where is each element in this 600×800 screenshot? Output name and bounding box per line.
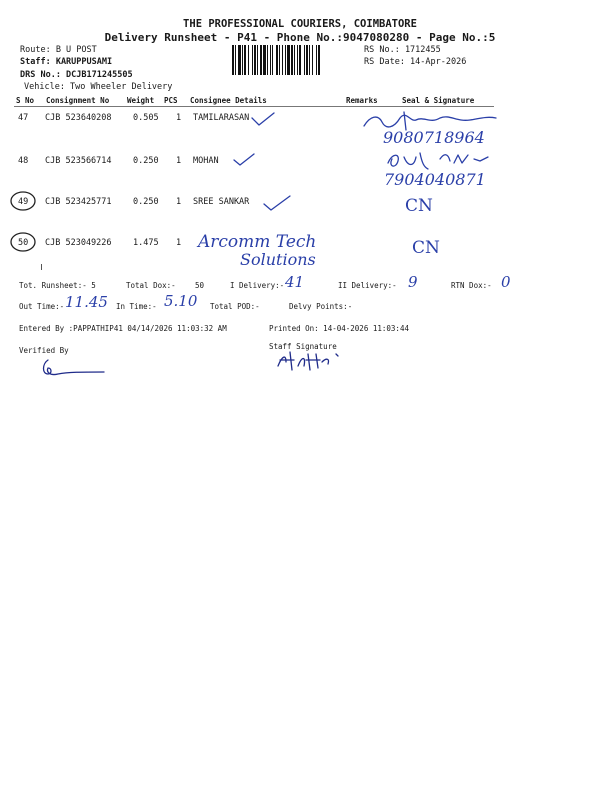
col-consignment: Consignment No [46,96,110,105]
row49-sno: 49 [18,197,29,207]
printed-on: Printed On: 14-04-2026 11:03:44 [269,324,409,333]
staff-label: Staff: KARUPPUSAMI [20,57,113,67]
cn-mark-50: CN [412,238,440,258]
row50-weight: 1.475 [133,238,159,248]
row50-consignment: CJB 523049226 [45,238,112,248]
row49-weight: 0.250 [133,197,159,207]
company-title: THE PROFESSIONAL COURIERS, COIMBATORE [183,18,417,30]
row48-pcs: 1 [176,156,182,166]
in-time-label: In Time:- [116,302,157,311]
circle-49-mark [8,189,38,213]
drs-label: DRS No.: DCJB171245505 [20,70,133,80]
row49-consignee: SREE SANKAR [193,197,250,207]
out-time-label: Out Time:- [19,302,65,311]
row47-sno: 47 [18,113,29,123]
row49-consignment: CJB 523425771 [45,197,112,207]
i-delivery-value: 41 [285,273,305,291]
phone-handwritten-1: 9080718964 [383,128,485,147]
col-remarks: Remarks [346,96,378,105]
row50-pcs: 1 [176,238,182,248]
out-time-value: 11.45 [65,293,108,311]
rs-number: RS No.: 1712455 [364,45,441,55]
total-dox-label: Total Dox:- [126,281,176,290]
circle-50-mark [8,230,38,254]
row50-sno: 50 [18,238,29,248]
consignee-50-handwritten-line2: Solutions [240,250,316,269]
runsheet-title: Delivery Runsheet - P41 - Phone No.:9047080280 - Page No.:5 [104,31,496,44]
col-seal: Seal & Signature [402,96,475,105]
row47-consignment: CJB 523640208 [45,113,112,123]
check-icon-47 [250,110,276,128]
barcode [232,45,358,75]
row48-sno: 48 [18,156,29,166]
delvy-points-label: Delvy Points:- [289,302,353,311]
row48-consignee: MOHAN [193,156,219,166]
route-label: Route: B U POST [20,45,97,55]
col-pcs: PCS [164,96,178,105]
row49-pcs: 1 [176,197,182,207]
verifier-signature [38,354,108,380]
staff-signature [272,348,362,374]
staff-signature-label: Staff Signature [269,342,337,351]
phone-handwritten-2: 7904040871 [384,170,486,189]
rs-date: RS Date: 14-Apr-2026 [364,57,467,67]
stray-mark [41,264,42,270]
check-icon-48 [232,150,258,168]
entered-by: Entered By :PAPPATHIP41 04/14/2026 11:03:32 AM [19,324,227,333]
verified-by-label: Verified By [19,346,69,355]
ii-delivery-label: II Delivery:- [338,281,397,290]
ii-delivery-value: 9 [408,273,418,291]
row47-weight: 0.505 [133,113,159,123]
total-dox-value: 50 [195,281,205,290]
rtn-dox-label: RTN Dox:- [451,281,492,290]
recipient-signature-48 [384,149,494,171]
tot-runsheet: Tot. Runsheet:- 5 [19,281,96,290]
row47-consignee: TAMILARASAN [193,113,250,123]
header-divider [14,106,494,107]
cn-mark-49: CN [405,196,433,216]
rtn-dox-value: 0 [501,273,511,291]
vehicle-label: Vehicle: Two Wheeler Delivery [24,82,173,92]
consignee-50-handwritten-line1: Arcomm Tech [198,232,317,252]
in-time-value: 5.10 [164,292,198,310]
row48-weight: 0.250 [133,156,159,166]
row47-pcs: 1 [176,113,182,123]
check-icon-49 [262,192,292,214]
i-delivery-label: I Delivery:- [230,281,285,290]
row48-consignment: CJB 523566714 [45,156,112,166]
col-sno: S No [16,96,35,105]
col-weight: Weight [127,96,155,105]
total-pod-label: Total POD:- [210,302,260,311]
col-consignee: Consignee Details [190,96,267,105]
